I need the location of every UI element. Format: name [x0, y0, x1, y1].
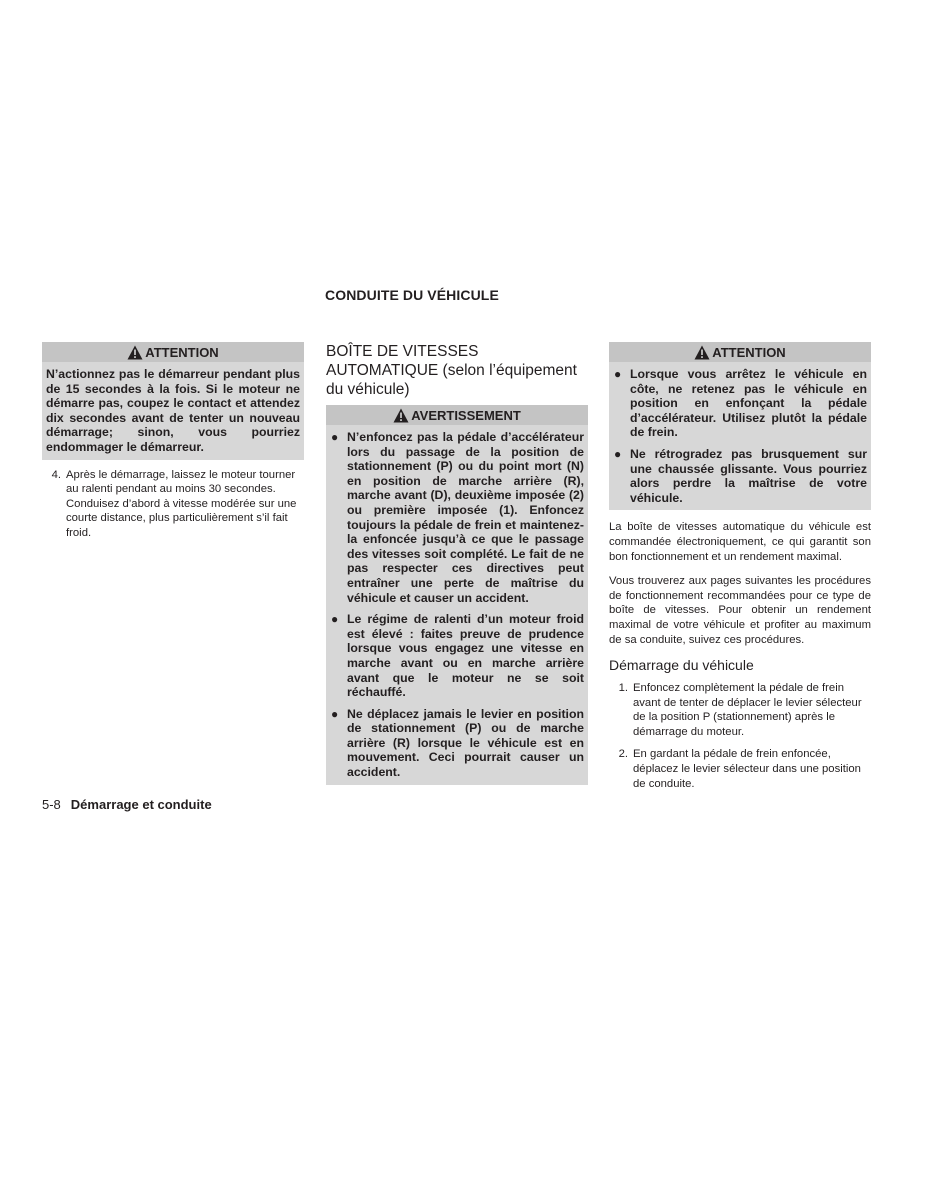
page-number: 5-8	[42, 797, 61, 812]
caution-list	[609, 362, 871, 510]
warning-item	[330, 612, 584, 700]
warning-item	[330, 430, 584, 605]
warning-list	[326, 425, 588, 785]
caution-item	[613, 447, 867, 505]
caution-label: ATTENTION	[145, 344, 219, 360]
caution-header	[609, 342, 871, 362]
transmission-title: BOÎTE DE VITESSES AUTOMATIQUE (selon l’équipement du véhicule)	[326, 343, 577, 398]
warning-item	[330, 707, 584, 780]
step-number: 1.	[618, 682, 628, 695]
warning-item-text: Ne déplacez jamais le levier en position de stationnement (P) ou de marche arrière (R) lorsque le véhicule est en mouvement. Ceci pourrait causer un accident.	[347, 706, 584, 780]
footer-title: Démarrage et conduite	[70, 797, 212, 812]
bullet-icon: ●	[614, 367, 622, 381]
middle-column	[326, 342, 588, 785]
numbered-step	[609, 747, 871, 791]
left-column	[42, 342, 304, 541]
section-heading: CONDUITE DU VÉHICULE	[325, 287, 499, 303]
subheading: Démarrage du véhicule	[609, 657, 754, 674]
bullet-icon: ●	[331, 706, 339, 721]
caution-item-text: Lorsque vous arrêtez le véhicule en côte, ne retenez pas le véhicule en position en enfonçant la pédale d’accélérateur. Utilisez plutôt la pédale de frein.	[630, 367, 867, 440]
warning-triangle-icon	[694, 345, 710, 360]
numbered-step	[42, 468, 304, 541]
bullet-icon: ●	[614, 446, 622, 461]
right-column	[609, 342, 871, 791]
step-number: 2.	[618, 748, 628, 761]
caution-text: N’actionnez pas le démarreur pendant plus de 15 secondes à la fois. Si le moteur ne démarre pas, coupez le contact et attendez dix secondes avant de tenter un nouveau démarrage; sinon, vous pourriez endommager le démarreur.	[46, 367, 300, 454]
warning-header	[326, 405, 588, 425]
step-text: En gardant la pédale de frein enfoncée, déplacez le levier sélecteur dans une position de conduite.	[633, 748, 861, 790]
step-number: 4.	[51, 468, 61, 481]
numbered-step	[609, 681, 871, 739]
warning-label: AVERTISSEMENT	[411, 407, 521, 423]
warning-item-text: N’enfoncez pas la pédale d’accélérateur lors du passage de la position de stationnement (P) ou du point mort (N) en position de marche arrière (R), marche avant (D), deuxième imposée (2) ou première imposée (1). Enfoncez toujours la pédale de frein et maintenez-la enfoncée jusqu’à ce que le passage des vitesses soit complété. Le fait de ne pas respecter ces directives peut entraîner une perte de maîtrise du véhicule et causer un accident.	[347, 430, 584, 605]
caution-header	[42, 342, 304, 362]
bullet-icon: ●	[331, 612, 339, 627]
bullet-icon: ●	[331, 430, 339, 444]
step-text: Après le démarrage, laissez le moteur tourner au ralenti pendant au moins 30 secondes. Conduisez d’abord à vitesse modérée sur une courte distance, plus particulièrement s’il fait froid.	[66, 468, 297, 539]
caution-item	[613, 367, 867, 440]
caution-item-text: Ne rétrogradez pas brusquement sur une chaussée glissante. Vous pourriez alors perdre la maîtrise de votre véhicule.	[630, 446, 867, 505]
body-paragraph: Vous trouverez aux pages suivantes les procédures de fonctionnement recommandées pour ce type de boîte de vitesses. Pour obtenir un rendement maximal de votre véhicule et profiter au maximum de sa conduite, suivez ces procédures.	[609, 575, 871, 646]
warning-triangle-icon	[393, 408, 409, 423]
page-footer	[42, 797, 212, 812]
warning-box	[326, 405, 588, 785]
warning-item-text: Le régime de ralenti d’un moteur froid est élevé : faites preuve de prudence lorsque vous engagez une vitesse en marche avant ou en marche arrière avant que le moteur ne se soit réchauffé.	[347, 612, 584, 700]
step-text: Enfoncez complètement la pédale de frein avant de tenter de déplacer le levier sélecteur de la position P (stationnement) après le démarrage du moteur.	[633, 682, 862, 738]
caution-box	[42, 342, 304, 460]
caution-box	[609, 342, 871, 510]
body-paragraph: La boîte de vitesses automatique du véhicule est commandée électroniquement, ce qui garantit son bon fonctionnement et un rendement maximal.	[609, 521, 871, 563]
warning-triangle-icon	[127, 345, 143, 360]
caution-label: ATTENTION	[712, 344, 786, 360]
